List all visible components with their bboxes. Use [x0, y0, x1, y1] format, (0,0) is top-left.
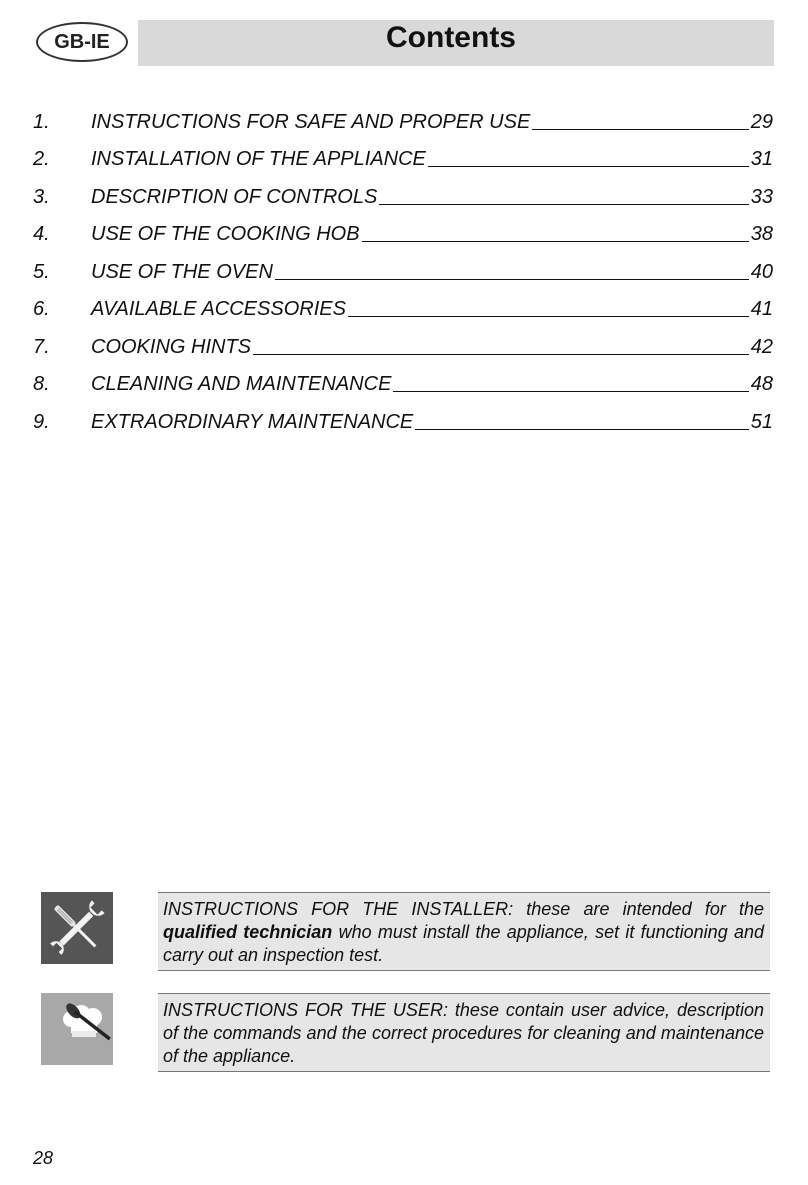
toc-leader — [362, 240, 749, 242]
toc-entry-4[interactable] — [33, 209, 773, 247]
toc-label: USE OF THE OVEN — [91, 260, 273, 283]
title-bar — [138, 20, 774, 66]
installer-text-bold: qualified technician — [163, 922, 333, 942]
spoon-chef-hat-icon-graphic — [41, 993, 113, 1065]
toc-leader — [275, 278, 749, 280]
toc-leader — [253, 353, 749, 355]
toc-label: AVAILABLE ACCESSORIES — [91, 298, 346, 320]
toc-leader — [532, 128, 748, 130]
toc-entry-2[interactable] — [33, 134, 773, 172]
page-title: Contents — [386, 21, 516, 54]
toc-page: 42 — [750, 335, 773, 358]
toc-page: 48 — [750, 373, 773, 395]
toc-label: DESCRIPTION OF CONTROLS — [91, 185, 378, 208]
toc-entry-1[interactable] — [33, 96, 773, 134]
page-number: 28 — [33, 1148, 54, 1168]
toc-label: INSTRUCTIONS FOR SAFE AND PROPER USE — [91, 110, 531, 133]
user-text: INSTRUCTIONS FOR THE USER: these contain user advice, description of the commands and the correct procedures for cleaning and maintenance of the appliance. — [163, 1000, 764, 1066]
user-instructions — [158, 993, 770, 1072]
toc-entry-6[interactable] — [33, 284, 773, 322]
toc-leader — [348, 315, 749, 317]
toc-number: 7. — [33, 335, 50, 358]
toc-number: 1. — [33, 110, 50, 133]
toc-leader — [393, 390, 748, 392]
toc-page: 51 — [750, 410, 773, 433]
toc-entry-3[interactable] — [33, 171, 773, 209]
region-badge — [36, 22, 128, 62]
toc-page: 38 — [750, 223, 773, 245]
region-badge-text: GB-IE — [54, 30, 110, 53]
toc-label: CLEANING AND MAINTENANCE — [91, 373, 392, 395]
toc-entry-7[interactable] — [33, 321, 773, 359]
spoon-chef-hat-icon — [41, 993, 113, 1065]
toc-page: 40 — [750, 260, 773, 283]
toc-number: 4. — [33, 223, 50, 245]
toc-entry-5[interactable] — [33, 246, 773, 284]
toc-leader — [379, 203, 748, 205]
toc-number: 9. — [33, 410, 50, 433]
wrench-screwdriver-icon-graphic — [41, 892, 113, 964]
toc-label: INSTALLATION OF THE APPLIANCE — [91, 148, 426, 170]
toc-number: 6. — [33, 298, 50, 320]
table-of-contents — [33, 96, 773, 434]
toc-page: 31 — [750, 148, 773, 170]
toc-page: 41 — [750, 298, 773, 320]
toc-number: 3. — [33, 185, 50, 208]
toc-number: 8. — [33, 373, 50, 395]
installer-text-after: who must install the appliance, set it functioning and carry out an inspection test. — [163, 922, 765, 965]
toc-number: 5. — [33, 260, 50, 283]
toc-page: 29 — [750, 110, 773, 133]
toc-label: EXTRAORDINARY MAINTENANCE — [91, 410, 414, 433]
toc-leader — [428, 165, 749, 167]
installer-instructions — [158, 892, 770, 971]
toc-entry-9[interactable] — [33, 396, 773, 434]
toc-label: COOKING HINTS — [91, 335, 252, 358]
wrench-screwdriver-icon — [41, 892, 113, 964]
installer-text-before: INSTRUCTIONS FOR THE INSTALLER: these are intended for the — [163, 899, 764, 919]
toc-entry-8[interactable] — [33, 359, 773, 397]
toc-number: 2. — [33, 148, 50, 170]
toc-page: 33 — [750, 185, 773, 208]
toc-leader — [415, 428, 748, 430]
toc-label: USE OF THE COOKING HOB — [91, 223, 360, 245]
